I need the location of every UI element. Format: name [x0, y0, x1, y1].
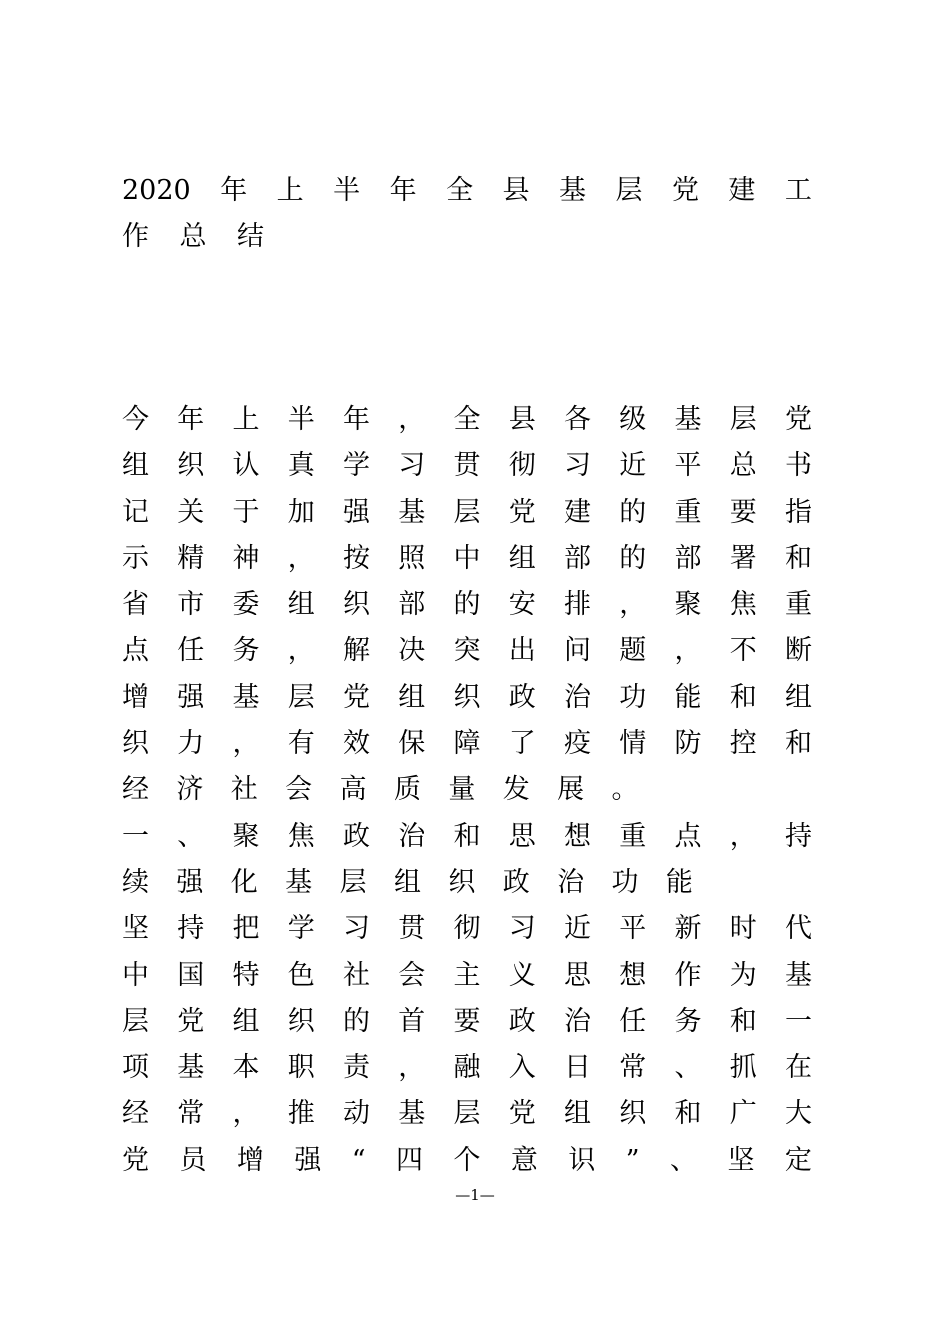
text-line: 项 基 本 职 责 ， 融 入 日 常 、 抓 在 — [122, 1052, 812, 1084]
text-line: 点 任 务 ， 解 决 突 出 问 题 ， 不 断 — [122, 635, 812, 667]
title-line-1: 2020 年 上 半 年 全 县 基 层 党 建 工 — [122, 175, 812, 206]
text-line: 织 力 ， 有 效 保 障 了 疫 情 防 控 和 — [122, 728, 812, 760]
text-line: 党 员 增 强 “ 四 个 意 识 ” 、 坚 定 — [122, 1144, 812, 1176]
text-line: 经 济 社 会 高 质 量 发 展 。 — [122, 774, 639, 806]
text-line: 中 国 特 色 社 会 主 义 思 想 作 为 基 — [122, 959, 812, 991]
paragraph-section-1 — [122, 906, 812, 1184]
title-line-2: 作 总 结 — [122, 221, 264, 252]
page-number: —1— — [455, 1186, 495, 1204]
text-line: 示 精 神 ， 按 照 中 组 部 的 部 署 和 — [122, 542, 812, 574]
section-heading-1 — [122, 814, 812, 907]
paragraph-intro — [122, 397, 812, 814]
text-line: 经 常 ， 推 动 基 层 党 组 织 和 广 大 — [122, 1098, 812, 1130]
document-body — [122, 397, 812, 1184]
text-line: 坚 持 把 学 习 贯 彻 习 近 平 新 时 代 — [122, 913, 812, 945]
heading-line: 一 、 聚 焦 政 治 和 思 想 重 点 ， 持 — [122, 820, 812, 852]
document-title — [122, 168, 812, 260]
text-line: 省 市 委 组 织 部 的 安 排 ， 聚 焦 重 — [122, 589, 812, 621]
text-line: 组 织 认 真 学 习 贯 彻 习 近 平 总 书 — [122, 450, 812, 482]
heading-line: 续 强 化 基 层 组 织 政 治 功 能 — [122, 866, 693, 898]
text-line: 记 关 于 加 强 基 层 党 建 的 重 要 指 — [122, 496, 812, 528]
text-line: 层 党 组 织 的 首 要 政 治 任 务 和 一 — [122, 1005, 812, 1037]
text-line: 今 年 上 半 年 ， 全 县 各 级 基 层 党 — [122, 404, 812, 435]
text-line: 增 强 基 层 党 组 织 政 治 功 能 和 组 — [122, 681, 812, 713]
